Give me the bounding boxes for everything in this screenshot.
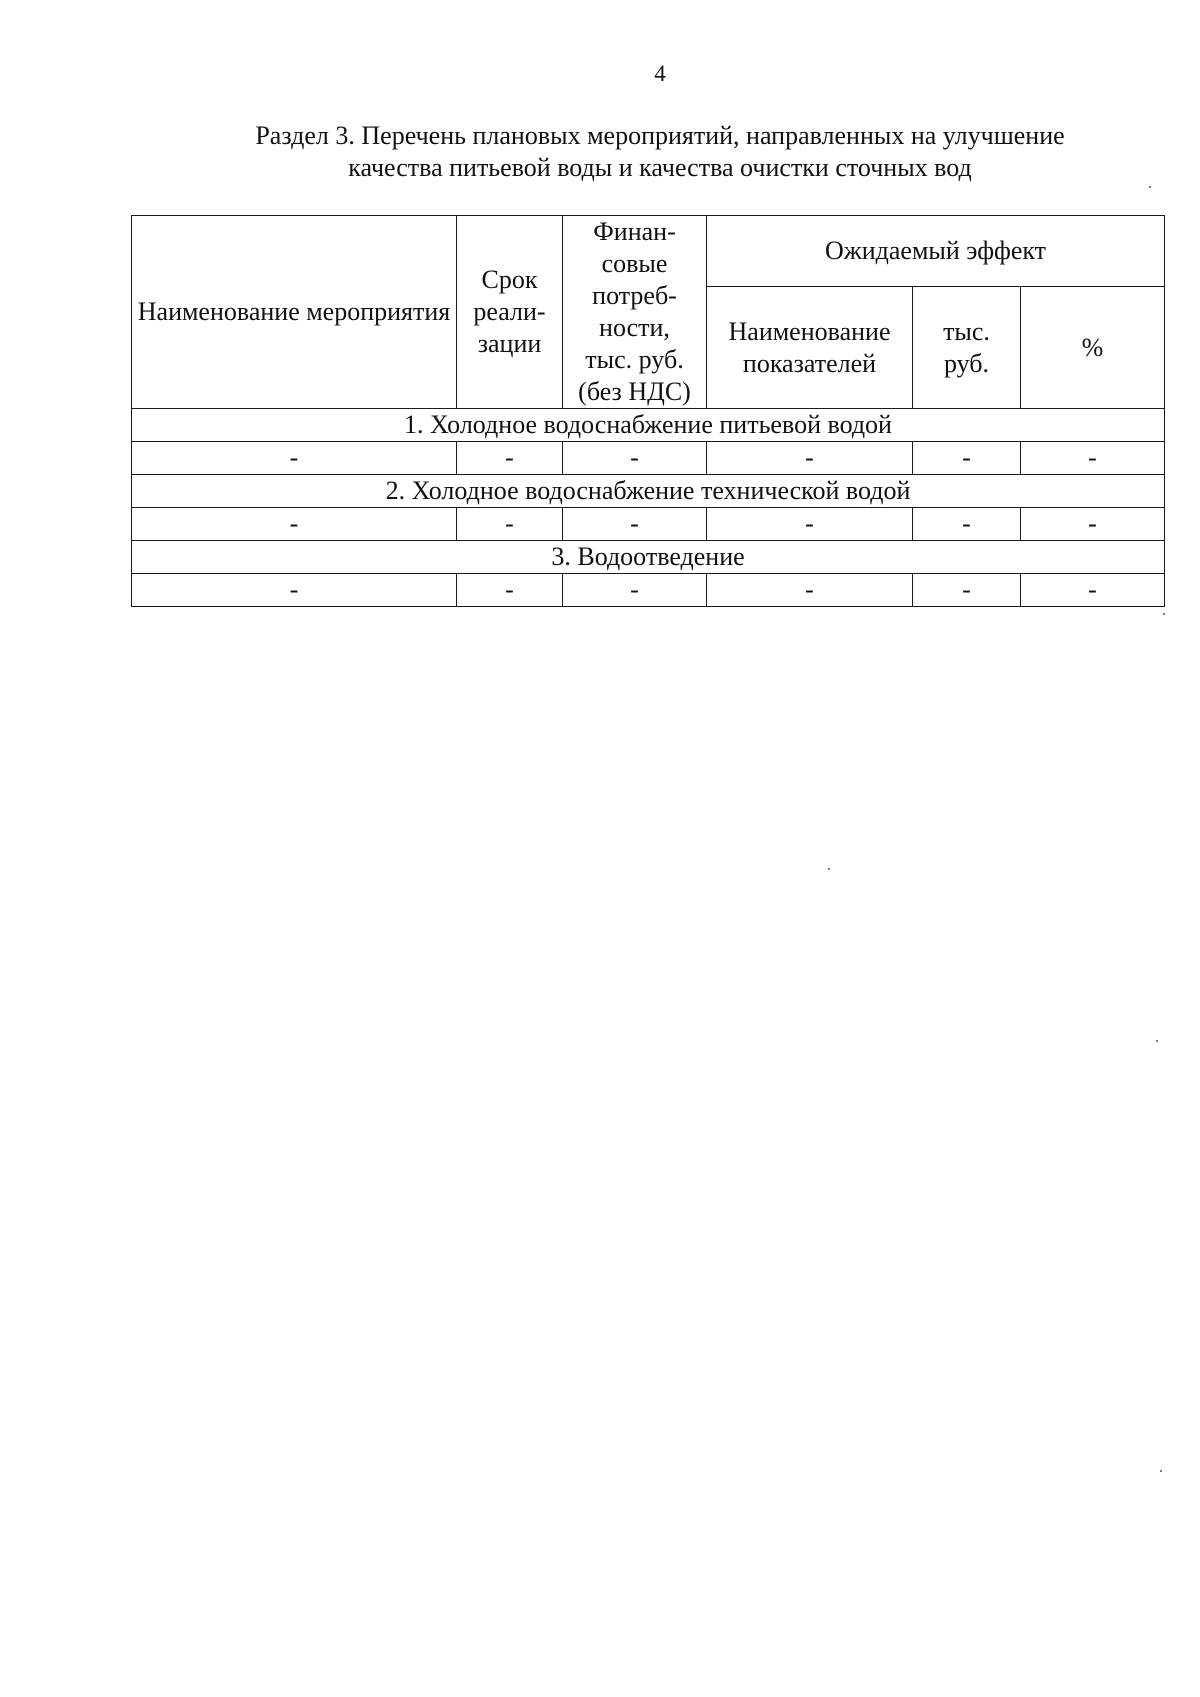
- header-thousand-rub-line: руб.: [943, 348, 990, 378]
- table-cell: -: [913, 442, 1021, 475]
- header-finance-line: потреб-: [592, 281, 677, 310]
- header-indicator-line: Наименование: [728, 316, 891, 346]
- table-cell: -: [457, 508, 563, 541]
- section-title-line-2: качества питьевой воды и качества очистки сточных вод: [348, 153, 972, 182]
- header-expected-effect: Ожидаемый эффект: [707, 216, 1165, 287]
- header-finance-line: (без НДС): [578, 377, 691, 406]
- header-finance-line: Финан-: [593, 217, 676, 246]
- section-row: [132, 541, 1165, 574]
- section-title-cell: 3. Водоотведение: [132, 541, 1165, 574]
- header-term-line: зации: [477, 329, 542, 358]
- table-cell: -: [1021, 442, 1165, 475]
- table-cell: -: [1021, 508, 1165, 541]
- table-row: [132, 574, 1165, 607]
- section-title: [160, 120, 1160, 184]
- section-title-cell: 1. Холодное водоснабжение питьевой водой: [132, 409, 1165, 442]
- scan-speck: [1149, 186, 1151, 188]
- table-cell: -: [913, 508, 1021, 541]
- table-row: [132, 508, 1165, 541]
- page-number: 4: [654, 61, 666, 86]
- table-cell: -: [563, 442, 707, 475]
- header-term-line: Срок: [481, 265, 538, 294]
- table-cell: -: [1021, 574, 1165, 607]
- table-cell: -: [457, 574, 563, 607]
- table-cell: -: [913, 574, 1021, 607]
- header-term: [457, 216, 563, 409]
- header-finance: [563, 216, 707, 409]
- header-percent: %: [1021, 287, 1165, 409]
- section-row: [132, 409, 1165, 442]
- table-cell: -: [563, 574, 707, 607]
- table-cell: -: [707, 574, 913, 607]
- header-term-line: реали-: [473, 297, 546, 326]
- table-cell: -: [132, 574, 457, 607]
- header-finance-line: ности,: [599, 313, 670, 342]
- section-row: [132, 475, 1165, 508]
- measures-table: [131, 215, 1165, 607]
- scan-speck: [1163, 613, 1165, 615]
- scan-speck: [1160, 1470, 1162, 1472]
- header-measure-name: Наименование мероприятия: [132, 216, 457, 409]
- section-title-cell: 2. Холодное водоснабжение технической водой: [132, 475, 1165, 508]
- header-finance-line: совые: [601, 249, 668, 278]
- header-thousand-rub: [913, 287, 1021, 409]
- table-cell: -: [707, 442, 913, 475]
- table-row: [132, 442, 1165, 475]
- table-cell: -: [707, 508, 913, 541]
- table-cell: -: [132, 442, 457, 475]
- table-cell: -: [132, 508, 457, 541]
- scan-speck: [1156, 1040, 1158, 1042]
- header-indicator-line: показателей: [742, 348, 877, 378]
- header-indicator-name: [707, 287, 913, 409]
- header-thousand-rub-line: тыс.: [943, 316, 990, 346]
- table-cell: -: [457, 442, 563, 475]
- scan-speck: [828, 868, 830, 870]
- section-title-line-1: Раздел 3. Перечень плановых мероприятий, направленных на улучшение: [255, 121, 1065, 150]
- table-cell: -: [563, 508, 707, 541]
- header-finance-line: тыс. руб.: [585, 345, 684, 374]
